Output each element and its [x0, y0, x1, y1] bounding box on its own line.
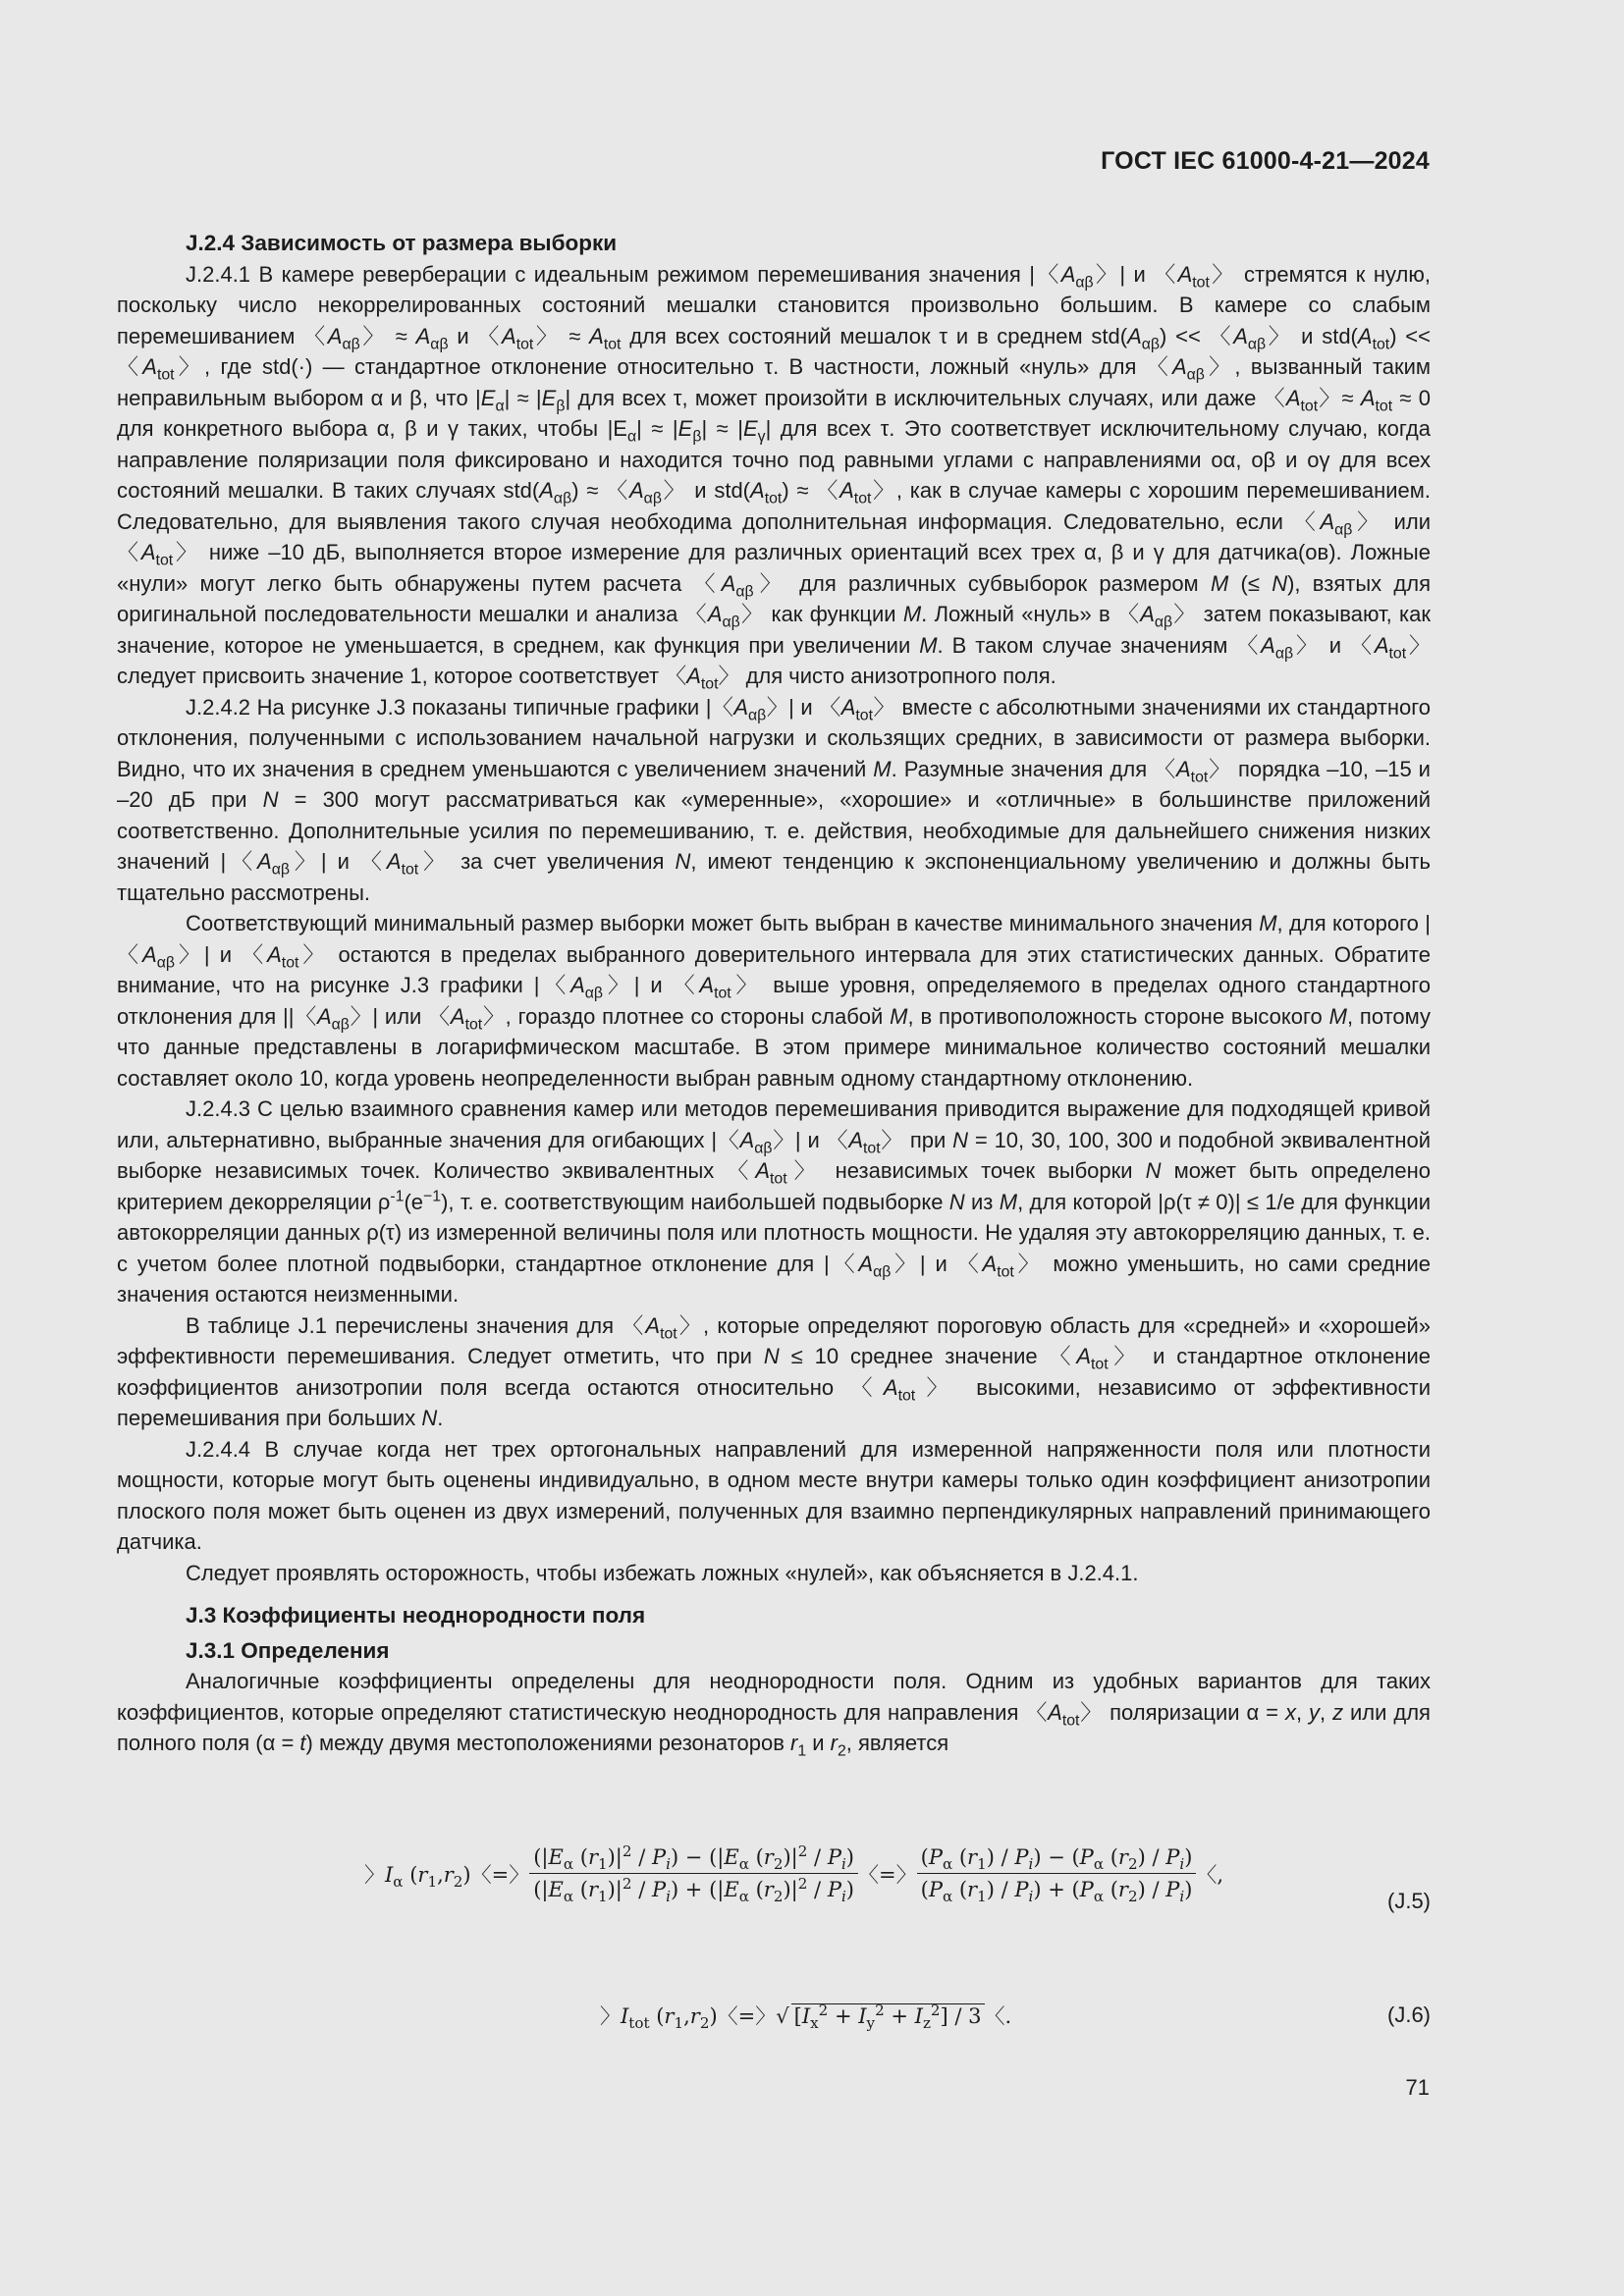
paragraph-caution: Следует проявлять осторожность, чтобы избежать ложных «нулей», как объясняется в J.2.4.1.: [186, 1560, 1139, 1585]
document-header: ГОСТ IEC 61000-4-21—2024: [1101, 147, 1430, 175]
section-heading-j3: J.3 Коэффициенты неоднородности поля: [186, 1603, 646, 1628]
section-heading-j24: J.2.4 Зависимость от размера выборки: [186, 231, 618, 255]
equation-j5: [117, 1842, 1431, 1963]
page-number: 71: [1405, 2075, 1430, 2100]
paragraph-j243: J.2.4.3 С целью взаимного сравнения камер или методов перемешивания приводится выражение для подходящей кривой или, альтернативно, выбранные значения для огибающих |〈$A_{\alpha\beta}$〉| и 〈$A_{tot}$〉 при N = 10, 30, 100, 300 и подобной эквивалентной выборке независимых точек. Количество эквивалентных 〈$A_{tot}$〉 независимых точек выборки N может быть определено критерием декорреляции $\rho^{-1}(e^{-1})$, т. е. соответствующим наибольшей подвыборке N из M, для которой |ρ(τ ≠ 0)| ≤ 1/e для функции автокорреляции данных ρ(τ) из измеренной величины поля или плотность мощности. Не удаляя эту автокорреляцию данных, т. е. с учетом более плотной подвыборки, стандартное отклонение для |〈$A_{\alpha\beta}$〉| и 〈$A_{tot}$〉 можно уменьшить, но сами средние значения остаются неизменными.: [117, 1096, 1432, 1307]
equation-j6-body: 〉$I_{tot}$ $(r_1,r_2)$〈=〉√ $[I_x^2 + I_y^2 + I_z^2] / 3$ 〈.: [600, 2002, 1012, 2033]
paragraph-j242: J.2.4.2 На рисунке J.3 показаны типичные графики |〈$A_{\alpha\beta}$〉| и 〈$A_{tot}$〉 вместе с абсолютными значениями их стандартного отклонения, полученными с использованием начальной нагрузки и скользящих средних, в зависимости от размера выборки. Видно, что их значения в среднем уменьшаются с увеличением значений M. Разумные значения для 〈$A_{tot}$〉 порядка –10, –15 и –20 дБ при N = 300 могут рассматриваться как «умеренные», «хорошие» и «отличные» в большинстве приложений соответственно. Дополнительные усилия по перемешиванию, т. е. действия, необходимые для дальнейшего снижения низких значений |〈$A_{\alpha\beta}$〉| и 〈$A_{tot}$〉 за счет увеличения N, имеют тенденцию к экспоненциальному увеличению и должны быть тщательно рассмотрены.: [117, 694, 1431, 905]
equation-j6: [117, 1993, 1431, 2048]
equation-j5-body: 〉$I_\alpha$ $(r_1,r_2)$〈=〉 $\frac{(|E_\alpha (r_1)|^2 / P_i) - (|E_\alpha (r_2)|^2 / P_i)}{(|E_\alpha (r_1)|^2 / P_i) + (|E_\alpha (r_2)|^2 / P_i)}$ 〈=〉 $\frac{(P_\alpha (r_1) / P_i) - (P_\alpha (r_2) / P_i)}{(P_\alpha (r_1) / P_i) + (P_\alpha (r_2) / P_i)}$ 〈,: [364, 1842, 1224, 1906]
equation-j5-number: (J.5): [1387, 1889, 1431, 1913]
paragraph-table-j1: В таблице J.1 перечислены значения для 〈$A_{tot}$〉, которые определяют пороговую область для «средней» и «хорошей» эффективности перемешивания. Следует отметить, что при N ≤ 10 среднее значение 〈$A_{tot}$〉 и стандартное отклонение коэффициентов анизотропии поля всегда остаются относительно 〈$A_{tot}$〉 высокими, независимо от эффективности перемешивания при больших N.: [117, 1312, 1431, 1430]
section-heading-j31: J.3.1 Определения: [186, 1637, 390, 1663]
paragraph-definitions: Аналогичные коэффициенты определены для неоднородности поля. Одним из удобных вариантов для таких коэффициентов, которые определяют статистическую неоднородность для направления 〈$A_{tot}$〉 поляризации α = x, y, z или для полного поля (α = t) между двумя местоположениями резонаторов $r_1$ и $r_2$, является: [117, 1669, 1431, 1760]
paragraph-min-sample: Соответствующий минимальный размер выборки может быть выбран в качестве минимального значения M, для которого |〈$A_{\alpha\beta}$〉| и 〈$A_{tot}$〉 остаются в пределах выбранного доверительного интервала для этих статистических данных. Обратите внимание, что на рисунке J.3 графики |〈$A_{\alpha\beta}$〉| и 〈$A_{tot}$〉 выше уровня, определяемого в пределах одного стандартного отклонения для ||〈$A_{\alpha\beta}$〉| или 〈$A_{tot}$〉, гораздо плотнее со стороны слабой M, в противоположность стороне высокого M, потому что данные представлены в логарифмическом масштабе. В этом примере минимальное количество состояний мешалки составляет около 10, когда уровень неопределенности выбран равным одному стандартному отклонению.: [117, 911, 1432, 1091]
page-body: [117, 228, 1431, 1759]
paragraph-j241: J.2.4.1 В камере реверберации с идеальным режимом перемешивания значения |〈$A_{\alpha\beta}$〉| и 〈$A_{tot}$〉 стремятся к нулю, поскольку число некоррелированных состояний мешалки становится произвольно большим. В камере со слабым перемешиванием 〈$A_{\alpha\beta}$〉 ≈ $A_{\alpha\beta}$ и 〈$A_{tot}$〉 ≈ $A_{tot}$ для всех состояний мешалок τ и в среднем $std(A_{\alpha\beta})$ << 〈$A_{\alpha\beta}$〉 и $std(A_{tot})$ << 〈$A_{tot}$〉, где std(·) — стандартное отклонение относительно τ. В частности, ложный «нуль» для 〈$A_{\alpha\beta}$〉, вызванный таким неправильным выбором α и β, что $|E_\alpha| \approx |E_\beta|$ для всех τ, может произойти в исключительных случаях, или даже 〈$A_{tot}$〉≈ $A_{tot} \approx 0$ для конкретного выбора α, β и γ таких, чтобы $|E_\alpha| \approx |E_\beta| \approx |E_\gamma|$ для всех τ. Это соответствует исключительному случаю, когда направление поляризации поля фиксировано и находится точно под равными углами с направлениями oα, oβ и oγ для всех состояний мешалки. В таких случаях $std(A_{\alpha\beta})$ ≈ 〈$A_{\alpha\beta}$〉 и $std(A_{tot})$ ≈ 〈$A_{tot}$〉, как в случае камеры с хорошим перемешиванием. Следовательно, для выявления такого случая необходима дополнительная информация. Следовательно, если 〈$A_{\alpha\beta}$〉 или 〈$A_{tot}$〉 ниже –10 дБ, выполняется второе измерение для различных ориентаций всех трех α, β и γ для датчика(ов). Ложные «нули» могут легко быть обнаружены путем расчета 〈$A_{\alpha\beta}$〉 для различных субвыборок размером M (≤ N), взятых для оригинальной последовательности мешалки и анализа 〈$A_{\alpha\beta}$〉 как функции M. Ложный «нуль» в 〈$A_{\alpha\beta}$〉 затем показывают, как значение, которое не уменьшается, в среднем, как функция при увеличении M. В таком случае значениям 〈$A_{\alpha\beta}$〉 и 〈$A_{tot}$〉 следует присвоить значение 1, которое соответствует 〈$A_{tot}$〉 для чисто анизотропного поля.: [117, 261, 1432, 693]
equation-j6-number: (J.6): [1387, 2002, 1431, 2027]
paragraph-j244: J.2.4.4 В случае когда нет трех ортогональных направлений для измеренной напряженности поля или плотности мощности, которые могут быть оценены индивидуально, в одном месте внутри камеры только один коэффициент анизотропии плоского поля может быть оценен из двух измерений, полученных для взаимно перпендикулярных направлений принимающего датчика.: [117, 1436, 1431, 1554]
